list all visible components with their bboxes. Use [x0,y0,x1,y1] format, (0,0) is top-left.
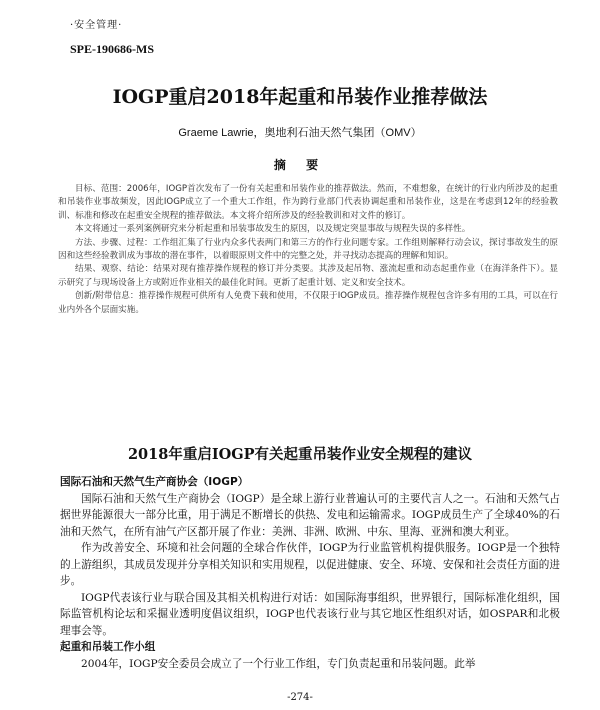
page-title: IOGP重启2018年起重和吊装作业推荐做法 [112,86,488,108]
abstract-paragraph: 目标、范围：2006年，IOGP首次发布了一份有关起重和吊装作业的推荐做法。然而，不难想象，在统计的行业内所涉及的起重和吊装作业事故频发，因此IOGP成立了一个重大工作组，作为跨行业部门代表协调起重和吊装作业，这是在考虑到12年的经验教训、标准和修改在起重安全规程的推荐做法。本文将介绍所涉及的经验教训和对文件的修订。 [58,184,558,221]
abstract-block [58,183,558,317]
body-paragraph: 作为改善安全、环境和社会问题的全球合作伙伴，IOGP为行业监管机构提供服务。IOGP是一个独特的上游组织，其成员发现并分享相关知识和实用规程，以促进健康、安全、环境、安保和社会责任方面的进步。 [60,542,560,587]
abstract-paragraph: 本文将通过一系列案例研究来分析起重和吊装事故发生的原因，以及规定突显事故与规程失误的多样性。 [75,224,471,235]
body-paragraph: IOGP代表该行业与联合国及其相关机构进行对话：如国际海事组织，世界银行，国际标准化组织，国际监管机构论坛和采掘业透明度倡议组织，IOGP也代表该行业与其它地区性组织对话，如OSPAR和北极理事会等。 [60,591,560,637]
subheading-iogp: 国际石油和天然气生产商协会（IOGP） [60,476,249,488]
section-heading: 2018年重启IOGP有关起重吊装作业安全规程的建议 [127,446,473,463]
page-number: -274- [287,692,313,703]
body-paragraph: 国际石油和天然气生产商协会（IOGP）是全球上游行业普遍认可的主要代言人之一。石油和天然气占据世界能源很大一部分比重，用于满足不断增长的供热、发电和运输需求。IOGP成员生产了全球40%的石油和天然气，在所有油气产区都开展了作业：美洲、非洲、欧洲、中东、里海、亚洲和澳大利亚。 [60,492,560,538]
body-text [60,474,560,672]
abstract-paragraph: 结果、观察、结论：结果对现有推荐操作规程的修订并分类要。其涉及起吊物、涨流起重和动态起重作业（在海洋条件下）。显示研究了与现场设备上方或附近作业相关的最佳化时间。更新了起重计划、定义和安全技术。 [58,264,558,288]
abstract-paragraph: 创新/附带信息：推荐操作规程可供所有人免费下载和使用，不仅限于IOGP成员。推荐操作规程包含许多有用的工具，可以在行业内外各个层面实施。 [58,291,558,315]
doc-id: SPE-190686-MS [70,42,154,56]
section-tag: ·安全管理· [70,20,123,31]
subheading-lifting-group: 起重和吊装工作小组 [60,641,156,653]
abstract-paragraph: 方法、步骤、过程：工作组汇集了行业内众多代表两门和第三方的作行业问题专家。工作组则解释行动会议，探讨事故发生的原因和这些经验教训成为事故的潜在事件，以着眼原则文件中的完整之处，并寻找动态提高的理解和知识。 [58,237,558,262]
authors-line: Graeme Lawrie，奥地利石油天然气集团（OMV） [178,127,422,139]
body-paragraph: 2004年，IOGP安全委员会成立了一个行业工作组，专门负责起重和吊装问题。此举 [81,657,476,670]
abstract-heading: 摘 要 [273,158,327,172]
